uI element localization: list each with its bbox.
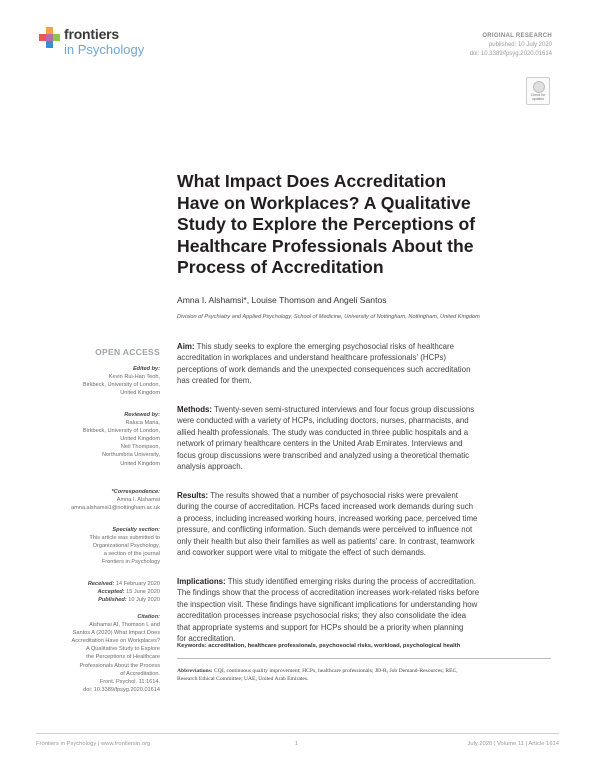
- editor-line: Birkbeck, University of London,: [82, 382, 160, 389]
- keywords-divider: [177, 658, 551, 659]
- doi-link[interactable]: doi: 10.3389/fpsyg.2020.01614: [469, 51, 552, 57]
- correspondence-name: Amna I. Alshamsi: [116, 497, 160, 504]
- aim-label: Aim:: [177, 342, 195, 351]
- citation-label: Citation:: [137, 614, 160, 620]
- results-label: Results:: [177, 491, 209, 500]
- accepted-label: Accepted:: [97, 589, 125, 596]
- footer-divider: [36, 733, 559, 734]
- published-date-sidebar: 10 July 2020: [128, 597, 160, 604]
- logo-word-frontiers: frontiers: [64, 26, 119, 42]
- received-date: 14 February 2020: [115, 581, 160, 587]
- correspondence-label: *Correspondence:: [111, 489, 160, 495]
- article-type: ORIGINAL RESEARCH: [482, 33, 552, 39]
- edited-by-label: Edited by:: [132, 366, 160, 372]
- badge-line-1: Check for: [530, 93, 546, 97]
- implications-label: Implications:: [177, 577, 226, 586]
- citation-block: [71, 613, 160, 694]
- citation-line: Alshamsi AI, Thomson L and: [89, 622, 160, 629]
- implications-text: This study identified emerging risks during the process of accreditation. The findings show that the process of accreditation increases work-related risks before the inspection visit. These findings have significant implications for understanding how accreditation processes increase psychosocial risks; they also consolidate the idea that appropriate systems and support for HCPs should be a priority when planning for accreditation.: [177, 577, 480, 644]
- reviewer-line: United Kingdom: [120, 436, 160, 443]
- specialty-label: Specialty section:: [112, 527, 160, 533]
- reviewer-line: Birkbeck, University of London,: [82, 428, 160, 435]
- reviewer-line: Raluca Maria,: [125, 420, 160, 427]
- correspondence-email[interactable]: amna.alshamsi1@nottingham.ac.uk: [70, 505, 160, 512]
- author-list[interactable]: Amna I. Alshamsi*, Louise Thomson and Angeli Santos: [177, 295, 387, 305]
- specialty-line: Organizational Psychology,: [92, 543, 160, 550]
- keywords-text: accreditation, healthcare professionals, psychosocial risks, workload, psychological health: [208, 643, 461, 649]
- aim-text: This study seeks to explore the emerging psychosocial risks of healthcare accreditation in workplaces and understand healthcare professionals' (HCPs) perceptions of work demands and the unexpected consequences such accreditation has created for them.: [177, 342, 471, 386]
- reviewer-line: United Kingdom: [120, 460, 160, 467]
- results-text: The results showed that a number of psychosocial risks were prevalent during the course of accreditation. HCPs faced increased work demands during such a process, including increased working hours, increased working pace, perceived time pressure, and conflicting information. Such demands were perceived to influence not only their health but also their families as well as patients' care. In contrast, teamwork and coworker support were vital to mitigate the effect of such demands.: [177, 491, 478, 558]
- reviewed-by-label: Reviewed by:: [124, 412, 160, 418]
- specialty-line: Frontiers in Psychology: [101, 559, 160, 566]
- correspondence-block: [71, 488, 160, 512]
- citation-line: Front. Psychol. 11:1614.: [99, 678, 160, 685]
- specialty-block: [89, 526, 160, 566]
- abbreviations: [177, 668, 551, 683]
- editor-line: United Kingdom: [120, 390, 160, 397]
- received-label: Received:: [87, 581, 115, 587]
- abstract-aim: [177, 341, 551, 387]
- reviewed-by-block: [83, 411, 160, 468]
- citation-doi[interactable]: doi: 10.3389/fpsyg.2020.01614: [83, 686, 160, 693]
- specialty-line: This article was submitted to: [89, 535, 160, 542]
- badge-line-2: updates: [531, 97, 545, 101]
- edited-by-block: [83, 365, 160, 397]
- abstract-implications: [177, 576, 551, 644]
- journal-logo[interactable]: [38, 24, 168, 64]
- citation-line: Accreditation Have on Workplaces?: [71, 638, 160, 645]
- footer-issue-info: July 2020 | Volume 11 | Article 1614: [467, 741, 559, 747]
- published-date: published: 10 July 2020: [488, 42, 552, 48]
- page-number: 1: [295, 741, 299, 747]
- affiliation: Division of Psychiatry and Applied Psychology, School of Medicine, University of Nottingham, Nottingham, United Kingdom: [177, 314, 480, 320]
- methods-text: Twenty-seven semi-structured interviews and four focus group discussions were conducted with a variety of HCPs, including doctors, nurses, pharmacists, and allied health professionals. The study was conducted in three public hospitals and a network of primary healthcare centers in the United Arab Emirates. Interviews and focus group discussions were transcribed and analyzed using a theoretical thematic analysis approach.: [177, 405, 475, 472]
- check-for-updates-badge[interactable]: [526, 77, 550, 105]
- keywords-label: Keywords:: [177, 643, 207, 649]
- frontiers-logo-icon: [38, 26, 62, 50]
- abstract-results: [177, 490, 551, 558]
- footer-journal-link[interactable]: Frontiers in Psychology | www.frontiersin.org: [36, 741, 151, 747]
- reviewer-line: Neil Thompson,: [120, 444, 160, 451]
- accepted-date: 15 June 2020: [126, 589, 160, 596]
- article-title: What Impact Does Accreditation Have on Workplaces? A Qualitative Study to Explore the Perceptions of Healthcare Professionals About the Process of Accreditation: [177, 171, 476, 277]
- published-label: Published:: [98, 597, 127, 604]
- citation-line: of Accreditation.: [120, 670, 160, 677]
- editor-line: Kevin Rui-Han Teoh,: [108, 374, 160, 381]
- abbreviations-text: CQI, continuous quality improvement; HCPs, healthcare professionals; JD-R, Job Demand-Resources; REC, Research Ethical Committee; UAE, United Arab Emirates.: [177, 668, 458, 682]
- open-access-label: OPEN ACCESS: [95, 347, 160, 357]
- keywords: [177, 643, 557, 649]
- reviewer-line: Northumbria University,: [101, 452, 160, 459]
- citation-line: A Qualitative Study to Explore: [85, 646, 160, 653]
- citation-line: Professionals About the Process: [79, 662, 160, 669]
- citation-line: the Perceptions of Healthcare: [86, 654, 160, 661]
- specialty-line: a section of the journal: [103, 551, 160, 558]
- methods-label: Methods:: [177, 405, 213, 414]
- logo-word-journal: in Psychology: [64, 42, 145, 57]
- dates-block: [88, 580, 160, 604]
- abstract-methods: [177, 404, 551, 472]
- citation-line: Santos A (2020) What Impact Does: [72, 630, 160, 637]
- abbreviations-label: Abbreviations:: [177, 668, 213, 674]
- update-check-icon: [533, 81, 545, 93]
